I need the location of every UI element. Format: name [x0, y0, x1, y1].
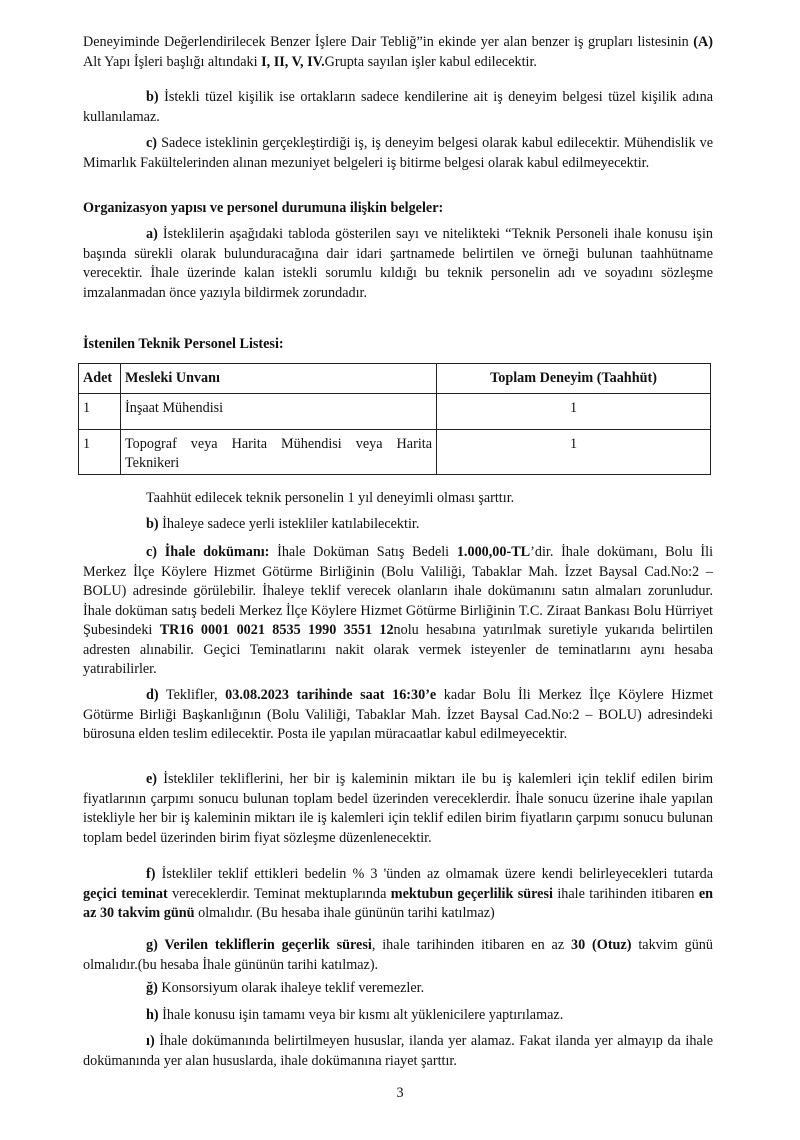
intro-paragraph: [83, 33, 713, 72]
personnel-table: [78, 363, 711, 475]
text-run: İstekliler tekliflerini, her bir iş kaleminin miktarı ile bu iş kalemleri için teklif edilen birim fiyatlarının çarpımı sonucu bulunan toplam bedel üzerinden vereceklerdir. İhale sonucu üzerine ihale yapılan istekliyle her bir iş kaleminin miktarı ile iş kalemleri için teklif edilen birim fiyatların çarpımı sonucu bulunan toplam bedel üzerinden birim fiyat sözleşme düzenlenecektir.: [83, 771, 713, 846]
text-run: Grupta sayılan işler kabul edilecektir.: [324, 53, 537, 70]
paragraph-g-validity: [83, 936, 713, 975]
item-label: ğ): [146, 980, 158, 996]
text-run: nolu hesabına yatırılmak suretiyle yukarıda belirtilen adresten alınabilir. Geçici Teminatlarını nakit olarak vermek isteyenler de teminatlarını aynı hesaba yatırabilirler.: [83, 622, 713, 677]
table-row: [79, 394, 711, 430]
item-label: b): [146, 516, 159, 532]
item-label: c) İhale dokümanı:: [146, 544, 270, 560]
item-label: a): [146, 226, 158, 242]
text-run: takvim günü olmalıdır.(bu hesaba İhale gününün tarihi katılmaz).: [83, 937, 713, 973]
page-number: 3: [396, 1085, 404, 1101]
table-cell: 1: [79, 394, 121, 430]
column-header: Mesleki Unvanı: [121, 364, 437, 394]
heading-personnel-list: İstenilen Teknik Personel Listesi:: [83, 336, 284, 352]
text-run: İhale dokümanında belirtilmeyen hususlar, ilanda yer alamaz. Fakat ilanda yer almayıp da ihale dokümanında yer alan hususlarda, ihale dokümanına riayet şarttır.: [83, 1033, 713, 1069]
bold-run: en az 30 takvim günü: [83, 885, 714, 921]
text-run: Alt Yapı İşleri başlığı altındaki: [83, 53, 262, 70]
item-label: b): [146, 89, 159, 105]
text-run: , ihale tarihinden itibaren en az: [371, 937, 571, 953]
table-cell: 1: [437, 430, 711, 475]
item-label: h): [146, 1007, 159, 1023]
text-run: ihale tarihinden itibaren: [552, 885, 699, 902]
text-run: İhaleye sadece yerli istekliler katılabilecektir.: [158, 516, 420, 532]
bold-run: geçici teminat: [83, 885, 168, 902]
column-header: Adet: [79, 364, 121, 394]
bold-run: mektubun geçerlilik süresi: [390, 885, 553, 902]
item-label: e): [146, 771, 158, 787]
paragraph-i-unspecified: [83, 1032, 713, 1071]
bold-run: (A): [693, 34, 713, 50]
paragraph-f-guarantee: [83, 865, 713, 924]
text-run: ’dir. İhale dokümanı, Bolu İli Merkez İlçe Köylere Hizmet Götürme Birliğinin (Bolu Valiliği, Tabaklar Mah. İzzet Baysal Cad.No:2 – BOLU) adresinde görülebilir. İhaleye teklif verecek olanların ihale dokümanını satın almaları zorunludur. İhale doküman satış bedeli Merkez İlçe Köylere Hizmet Götürme Birliğinin T.C. Ziraat Bankası Bolu Hürriyet Şubesindeki: [83, 544, 714, 638]
deadline-datetime: 03.08.2023 tarihinde saat 16:30’e: [225, 687, 437, 703]
column-header: Toplam Deneyim (Taahhüt): [437, 364, 711, 394]
paragraph-gg-consortium: [83, 979, 713, 999]
item-label: c): [146, 135, 158, 151]
text-run: İhale Doküman Satış Bedeli: [269, 544, 457, 560]
table-cell: 1: [79, 430, 121, 475]
table-cell: 1: [437, 394, 711, 430]
bold-run: I, II, V, IV.: [261, 53, 325, 70]
item-label: g) Verilen tekliflerin geçerlik süresi: [146, 937, 372, 953]
table-header-row: [79, 364, 711, 394]
item-label: ı): [146, 1033, 155, 1049]
table-cell: Topograf veya Harita Mühendisi veya Harita Teknikeri: [121, 430, 437, 475]
paragraph-e-bidding: [83, 770, 713, 848]
paragraph-commitment: Taahhüt edilecek teknik personelin 1 yıl deneyimli olması şarttır.: [146, 490, 515, 506]
paragraph-b-legal-entity: [83, 88, 713, 127]
text-run: İstekliler teklif ettikleri bedelin % 3 'ünden az olmamak üzere kendi belirleyecekleri tutarda: [155, 866, 713, 882]
table-row: [79, 430, 711, 475]
iban-number: TR16 0001 0021 8535 1990 3551 12: [159, 622, 394, 638]
text-run: Konsorsiyum olarak ihaleye teklif veremezler.: [157, 980, 425, 996]
text-run: İhale konusu işin tamamı veya bir kısmı alt yüklenicilere yaptırılamaz.: [158, 1007, 564, 1023]
text-run: İstekli tüzel kişilik ise ortakların sadece kendilerine ait iş deneyim belgesi tüzel kişilik adına kullanılamaz.: [83, 89, 713, 125]
text-run: İsteklilerin aşağıdaki tabloda gösterilen sayı ve nitelikteki “Teknik Personeli ihale konusu işin başında sürekli olarak bulunduracağına dair idari şartnamede belirtilen ve örneği bulunan taahhütname verecektir. İhale üzerinde kalan istekli sorumlu kıldığı bu teknik personelin adı ve soyadını sözleşme imzalanmadan önce yazıyla bildirmek zorundadır.: [83, 226, 713, 301]
text-run: Teklifler,: [158, 687, 226, 703]
bold-run: 30 (Otuz): [571, 937, 632, 953]
item-label: d): [146, 687, 159, 703]
paragraph-d-submission: [83, 686, 713, 745]
table-cell: İnşaat Mühendisi: [121, 394, 437, 430]
paragraph-c-experience: [83, 134, 713, 173]
item-label: f): [146, 866, 156, 882]
text-run: olmalıdır. (Bu hesaba ihale gününün tarihi katılmaz): [194, 905, 495, 921]
paragraph-c-tender-document: [83, 543, 713, 680]
bold-run: 1.000,00-TL: [456, 544, 531, 560]
paragraph-h-subcontract: [83, 1006, 713, 1026]
text-run: vereceklerdir. Teminat mektuplarında: [167, 885, 391, 902]
text-run: kadar Bolu İli Merkez İlçe Köylere Hizmet Götürme Birliği Başkanlığının (Bolu Valiliği, Tabaklar Mah. İzzet Baysal Cad.No:2 – BOLU) adresindeki bürosuna elden teslim edilecektir. Posta ile yapılan müracaatlar kabul edilmeyecektir.: [83, 687, 713, 742]
text-run: Sadece isteklinin gerçekleştirdiği iş, iş deneyim belgesi olarak kabul edilecektir. Mühendislik ve Mimarlık Fakültelerinden alınan mezuniyet belgeleri iş bitirme belgesi olarak kabul edilmeyecektir.: [83, 135, 713, 171]
paragraph-a-personnel: [83, 225, 713, 303]
paragraph-b-local-bidders: [83, 515, 713, 535]
heading-organization: Organizasyon yapısı ve personel durumuna ilişkin belgeler:: [83, 200, 444, 216]
text-run: Deneyiminde Değerlendirilecek Benzer İşlere Dair Tebliğ”in ekinde yer alan benzer iş grupları listesinin: [83, 34, 694, 50]
